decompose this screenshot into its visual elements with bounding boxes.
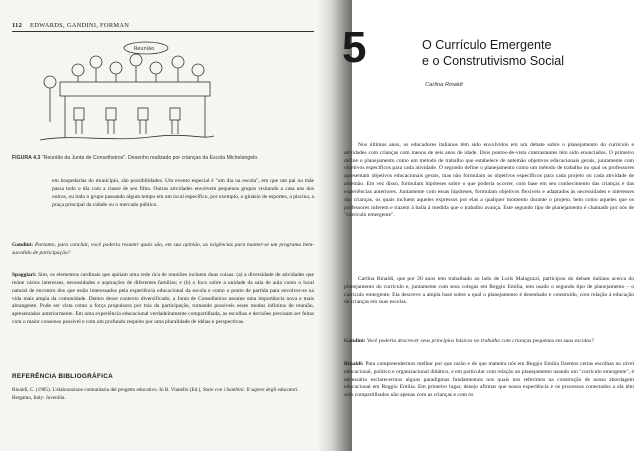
figure-label: FIGURA 4.3 <box>12 155 41 161</box>
right-question <box>344 338 634 346</box>
left-answer <box>12 272 314 327</box>
right-paragraph-1: Nos últimos anos, os educadores italianos têm sido envolvidos em um debate sobre o planejamento do currículo e atividades com crianças com menos de seis anos de idade. Dois pontos-de-vista contrastantes têm sido enunciados. O primeiro define o planejamento como um método de trabalho que estabelece de antemão objetivos educacionais gerais, juntamente com objetivos específicos para cada atividade. O segundo define o planejamento como um método de trabalho no qual os professores apresentam objetivos educacionais gerais, mas não formulam os objetivos específicos para cada projeto ou cada atividade de antemão. Em vez disso, formulam hipóteses sobre o que poderia ocorrer, com base em seu conhecimento das crianças e das experiências anteriores. Juntamente com essas hipóteses, formulam objetivos flexíveis e adaptados às necessidades e interesses das crianças, os quais incluem aqueles expressos por elas a qualquer momento durante o projeto, bem como aqueles que os professores inferem e trazem à baila à medida que o trabalho avança. Este segundo tipo de planejamento é chamado por nós de "currículo emergente". <box>344 142 634 219</box>
right-page <box>342 0 638 451</box>
figure-caption-text: "Reunião da Junta de Conselheiros". Desenho realizado por crianças da Escola Michelangelo. <box>41 155 259 161</box>
chapter-author: Carlina Rinaldi <box>425 82 463 88</box>
figure-sketch <box>30 42 216 150</box>
reference-italic: Stare con i bambini: Il sapere degli educatori. <box>202 387 299 393</box>
running-head: EDWARDS, GANDINI, FORMAN <box>30 22 130 29</box>
right-answer-text: Para compreendermos melhor por que razão e de que maneira nós em Reggio Emilia fizemos certas escolhas no nível educacional, político e organizacional didático, e em particular com relação ao planejamento usando um "currículo emergente", é necessário esclarecermos alguns paradigmas fundamentais nos quais nos referimos na construção de nossa abordagem educacional em Reggio Emilia. Em primeiro lugar, desejo afirmar que nossa experiência e os processos conectados a ela têm sido compartilhados não apenas com as crianças e com os <box>344 361 635 399</box>
chapter-title-line-2: e o Construtivismo Social <box>422 53 565 68</box>
question-speaker: Gandini: <box>12 242 34 248</box>
right-question-text: Você poderia descrever seus princípios básicos no trabalho com crianças pequenas em suas escolas? <box>366 338 594 344</box>
reference-plain: Rinaldi, C. (1985). L'elaborazione comunitaria del progetto educativo. In R. Vianello (Ed.), <box>12 387 202 393</box>
left-question <box>12 242 314 258</box>
chapter-title-line-1: O Currículo Emergente <box>422 38 552 52</box>
right-paragraph-2: Carlina Rinaldi, que por 20 anos tem trabalhado ao lado de Loris Malaguzzi, participou do debate italiano acerca do planejamento do currículo e, juntamente com seus colegas em Reggio Emilia, tem usado o segundo tipo de planejamento – o currículo emergente. Ela descreve a ampla base sobre a qual o planejamento é desenhado e construído, com relação à educação de crianças em suas escolas. <box>344 276 634 306</box>
right-answer-speaker: Rinaldi: <box>344 361 364 367</box>
reference-tail: Bergamo, Italy: Juvenilia. <box>12 394 66 401</box>
chapter-number: 5 <box>342 23 367 72</box>
figure-caption <box>12 155 317 162</box>
answer-text: Sim, os elementos cardinais que apóiam uma rede rica de reuniões incluem duas coisas: (a) a diversidade de atividades que reúne vários interesses, necessidades e aspirações de diferentes famílias; e (b) o foco sobre a unidade da sala de aula como o local natural de encontro dos que estão interessados pela experiência educacional da escola e como o ponto de partida para envolver-se na vida mais ampla da comunidade. Dentro desse contexto diversificado, a Junta de Conselheiros assume uma importância nova e mais abrangente. Pode ser vista como a força propulsora por trás da participação, tornando possíveis esses modos infinitos de reunião, apresentados anteriormente. Em uma experiência educacional verdadeiramente compartilhada, as escolhas e decisões precisam ser feitas com o maior consenso possível e com um profundo respeito por uma pluralidade de idéias e perspectivas. <box>12 272 314 326</box>
references-heading: REFERÊNCIA BIBLIOGRÁFICA <box>12 373 114 380</box>
left-paragraph-1: em hospedarias do município, são possibilidades. Um evento especial é "um dia na escola", em que um pai ou mãe passa todo o dia com a classe de seu filho. Outras atividades envolvem pequenos grupos visitando a casa uns dos outros, ou todo o grupo passando algum tempo em um local específico, por exemplo, o ginásio de esportes, a piscina, a praça principal da cidade ou o mercado público. <box>52 178 314 208</box>
sketch-table <box>60 82 210 96</box>
chapter-title <box>422 38 636 69</box>
answer-speaker: Spaggiari: <box>12 272 37 278</box>
right-answer <box>344 361 634 400</box>
question-text: Portanto, para concluir, você poderia resumir quais são, em sua opinião, as exigências para manter-se um programa bem-sucedido de participação? <box>12 242 314 256</box>
right-question-speaker: Gandini: <box>344 338 366 344</box>
running-header <box>12 22 312 29</box>
page-number: 112 <box>12 22 23 29</box>
header-rule <box>12 31 314 32</box>
sketch-label: Reunião <box>134 46 155 52</box>
reference-entry <box>12 387 314 402</box>
